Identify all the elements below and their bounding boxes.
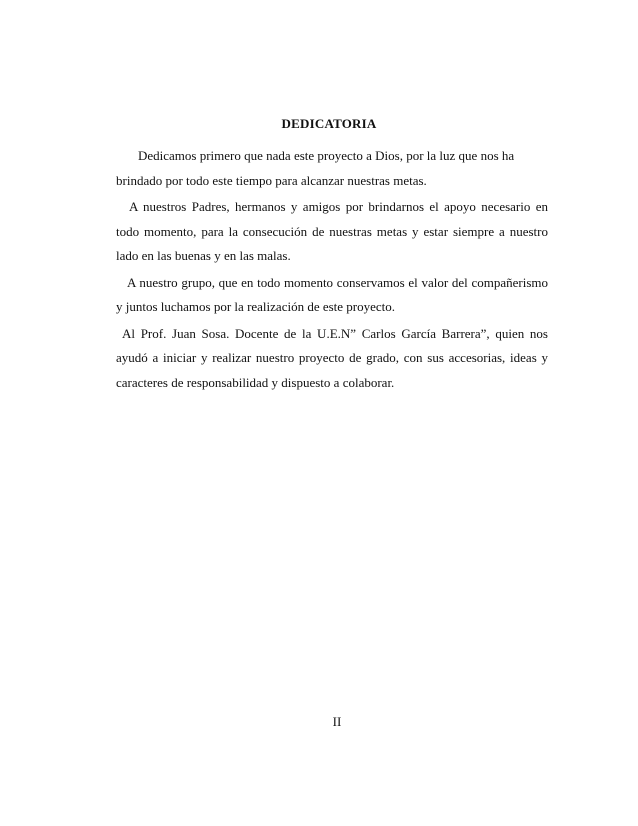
dedication-paragraph-group: A nuestro grupo, que en todo momento conservamos el valor del compañerismo y juntos luchamos por la realización de este proyecto.: [116, 274, 548, 314]
dedication-body: [116, 144, 548, 397]
dedication-paragraph-parents: A nuestros Padres, hermanos y amigos por brindarnos el apoyo necesario en todo momento, para la consecución de nuestras metas y estar siempre a nuestro lado en las buenas y en las malas.: [116, 199, 548, 263]
page-title: DEDICATORIA: [281, 116, 377, 131]
dedication-paragraph-god: Dedicamos primero que nada este proyecto a Dios, por la luz que nos ha brindado por todo este tiempo para alcanzar nuestras metas.: [116, 148, 515, 188]
dedication-paragraph-professor: Al Prof. Juan Sosa. Docente de la U.E.N” Carlos García Barrera”, quien nos ayudó a iniciar y realizar nuestro proyecto de grado, con sus accesorias, ideas y caracteres de responsabilidad y dispuesto a colaborar.: [116, 325, 548, 390]
page-number: II: [332, 714, 342, 729]
